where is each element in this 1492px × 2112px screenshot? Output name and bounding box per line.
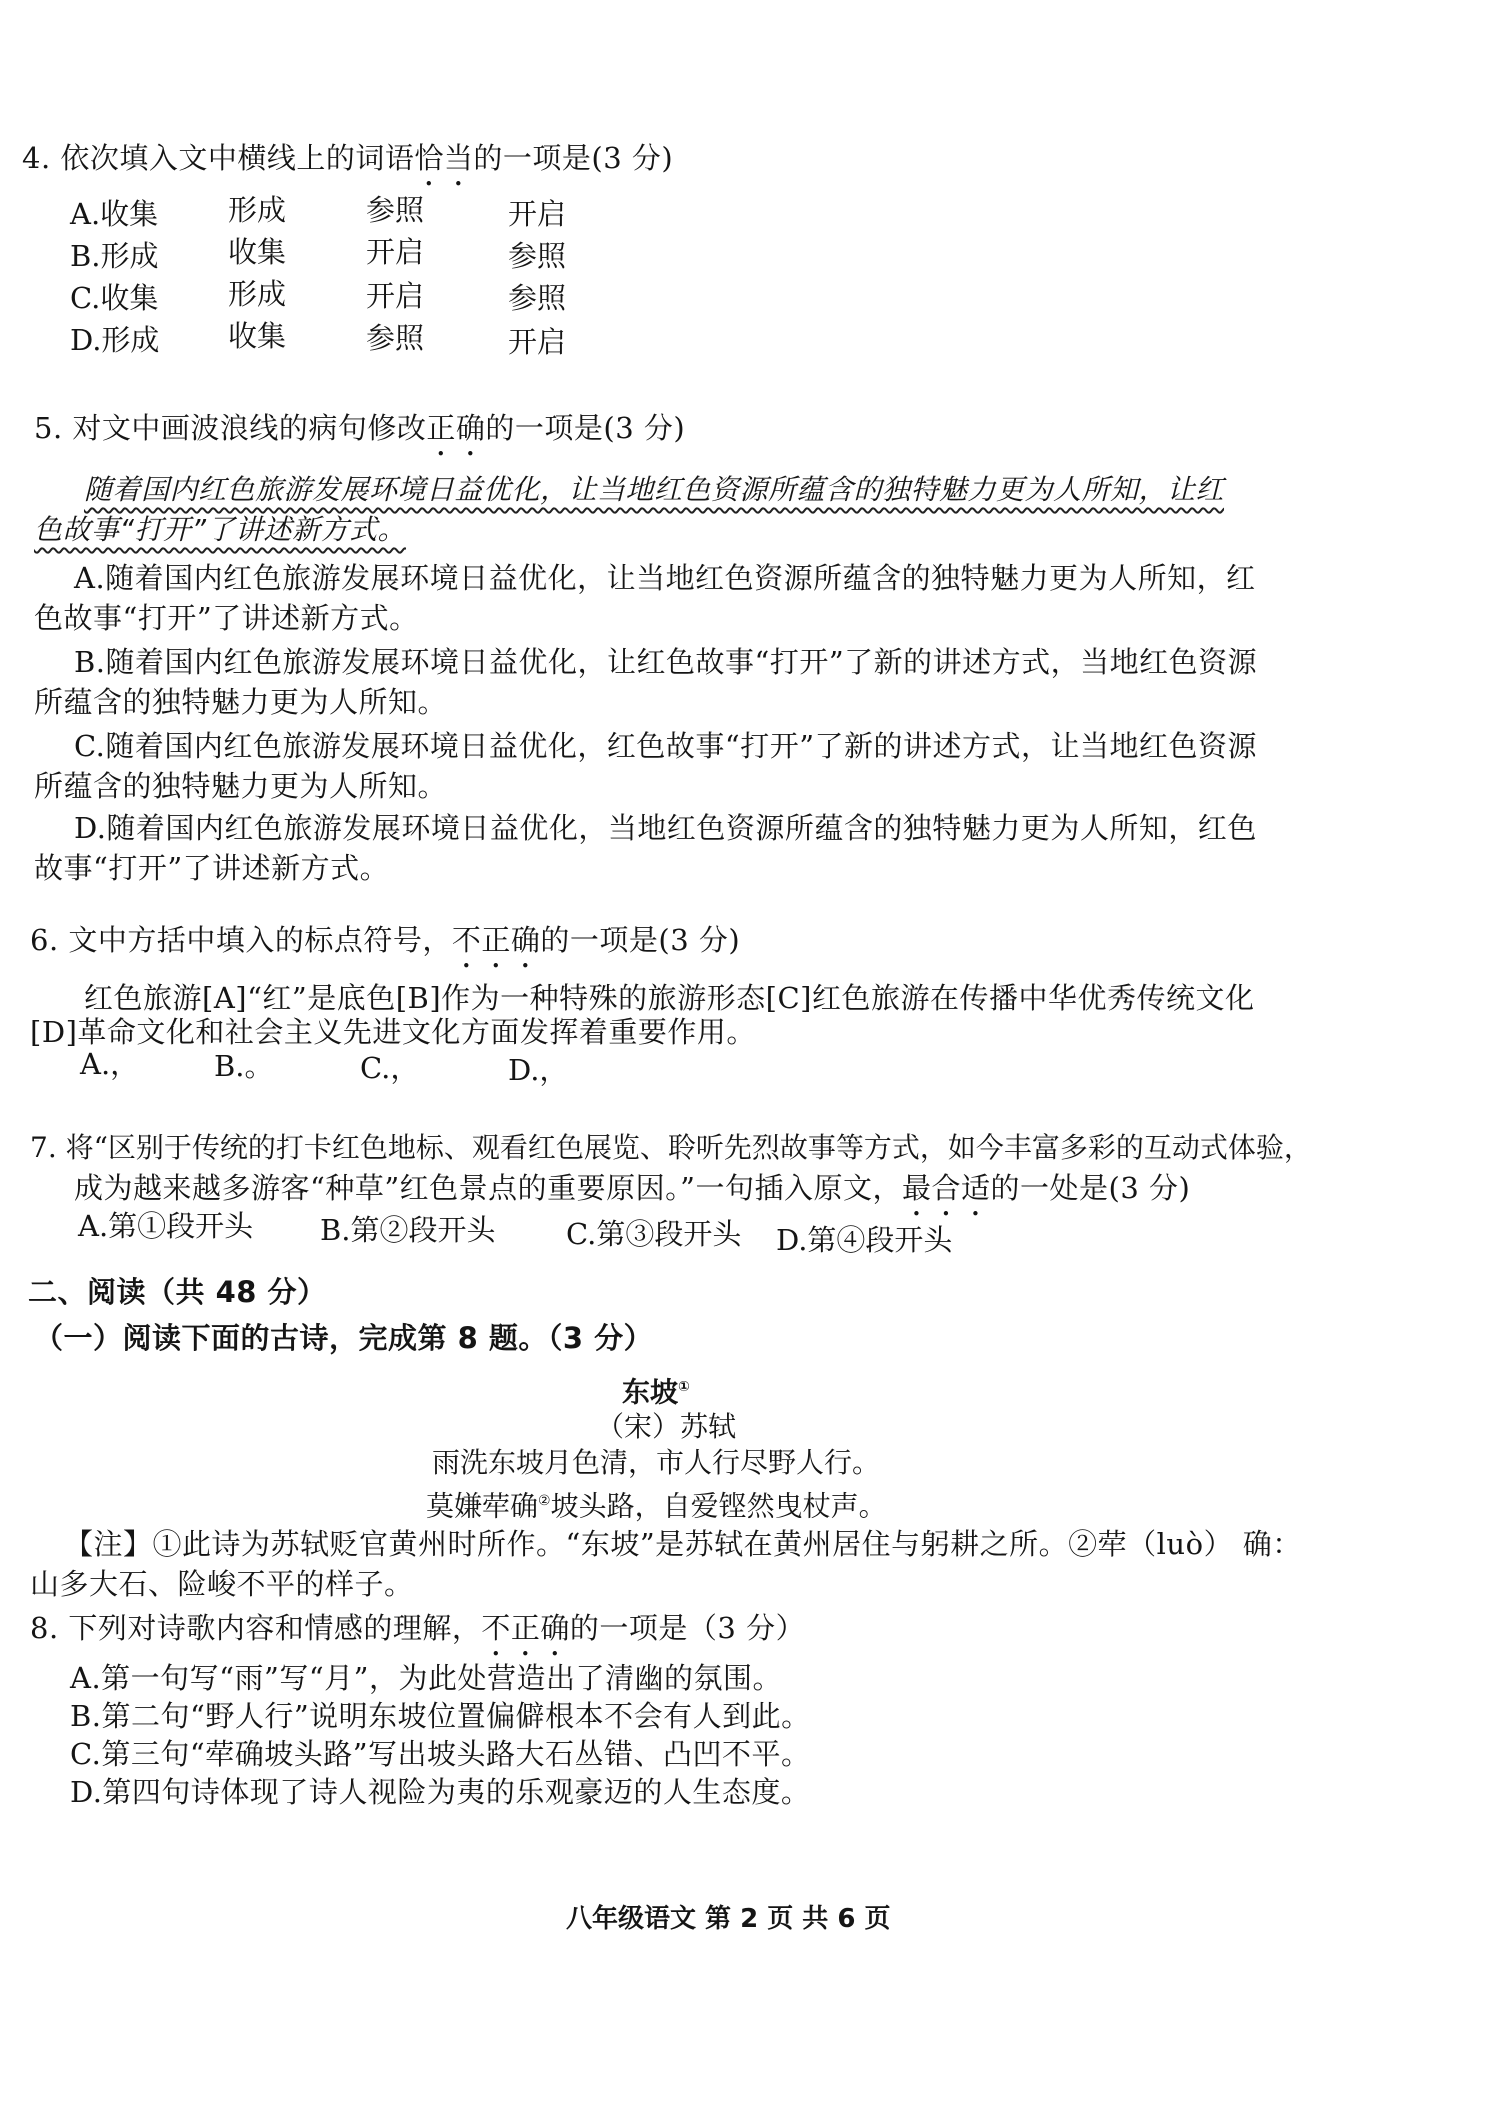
q4-option-b-word2: 开启 <box>366 235 425 269</box>
q5-stem: 5. 对文中画波浪线的病句修改正确的一项是(3 分) <box>34 411 686 445</box>
q5-wavy-sentence-line1: 随着国内红色旅游发展环境日益优化，让当地红色资源所蕴含的独特魅力更为人所知，让红 <box>84 473 1225 506</box>
q4-option-c-word2: 开启 <box>366 279 425 313</box>
page-footer: 八年级语文 第 2 页 共 6 页 <box>566 1904 891 1934</box>
q8-option-d: D.第四句诗体现了诗人视险为夷的乐观豪迈的人生态度。 <box>70 1775 811 1809</box>
poem-line1: 雨洗东坡月色清，市人行尽野人行。 <box>432 1446 881 1479</box>
q7-option-d: D.第④段开头 <box>776 1223 953 1257</box>
section2-title: 二、阅读（共 48 分） <box>28 1275 327 1309</box>
q4-option-b-word1: 收集 <box>228 235 287 269</box>
poem-note-line2: 山多大石、险峻不平的样子。 <box>30 1567 414 1601</box>
q7-option-a: A.第①段开头 <box>78 1209 254 1243</box>
q5-option-a-line2: 色故事“打开”了讲述新方式。 <box>34 601 419 635</box>
poem-author: （宋）苏轼 <box>596 1410 737 1443</box>
q4-option-a-label: A.收集 <box>70 197 159 231</box>
q7-option-c: C.第③段开头 <box>566 1217 742 1251</box>
q4-option-c-word3: 参照 <box>508 281 567 315</box>
q5-wavy-sentence-line2: 色故事“打开”了讲述新方式。 <box>34 513 407 546</box>
q4-option-a-word1: 形成 <box>228 193 287 227</box>
q7-stem-line2: 成为越来越多游客“种草”红色景点的重要原因。”一句插入原文，最合适的一处是(3 分) <box>74 1171 1191 1205</box>
q4-stem: 4. 依次填入文中横线上的词语恰当的一项是(3 分) <box>22 141 674 175</box>
q6-option-a: A.， <box>80 1047 140 1081</box>
q5-option-b-line1: B.随着国内红色旅游发展环境日益优化，让红色故事“打开”了新的讲述方式，当地红色资源 <box>74 645 1258 679</box>
section2-subsection1: （一）阅读下面的古诗，完成第 8 题。（3 分） <box>34 1321 654 1355</box>
q6-option-c: C.， <box>360 1051 420 1085</box>
q4-option-c-word1: 形成 <box>228 277 287 311</box>
q5-option-b-line2: 所蕴含的独特魅力更为人所知。 <box>34 685 448 719</box>
q4-option-d-label: D.形成 <box>70 323 160 357</box>
q5-option-d-line1: D.随着国内红色旅游发展环境日益优化，当地红色资源所蕴含的独特魅力更为人所知，红色 <box>74 811 1257 845</box>
q5-option-d-line2: 故事“打开”了讲述新方式。 <box>34 851 390 885</box>
q4-option-b-label: B.形成 <box>70 239 159 273</box>
q5-option-c-line2: 所蕴含的独特魅力更为人所知。 <box>34 769 448 803</box>
q4-option-b-word3: 参照 <box>508 239 567 273</box>
q4-option-d-word2: 参照 <box>366 321 425 355</box>
q4-option-d-word1: 收集 <box>228 319 287 353</box>
q7-stem-line1: 7. 将“区别于传统的打卡红色地标、观看红色展览、聆听先烈故事等方式，如今丰富多彩的互动式体验， <box>30 1131 1312 1164</box>
poem-title-note: ① <box>678 1379 690 1395</box>
q4-option-c-label: C.收集 <box>70 281 159 315</box>
q5-option-c-line1: C.随着国内红色旅游发展环境日益优化，红色故事“打开”了新的讲述方式，让当地红色资源 <box>74 729 1258 763</box>
q8-option-b: B.第二句“野人行”说明东坡位置偏僻根本不会有人到此。 <box>70 1699 811 1733</box>
q8-stem: 8. 下列对诗歌内容和情感的理解，不正确的一项是（3 分） <box>30 1611 806 1645</box>
q5-option-a-line1: A.随着国内红色旅游发展环境日益优化，让当地红色资源所蕴含的独特魅力更为人所知，红 <box>74 561 1256 595</box>
poem-note-line1: 【注】①此诗为苏轼贬官黄州时所作。“东坡”是苏轼在黄州居住与躬耕之所。②荦（luò） 确： <box>64 1527 1302 1561</box>
poem-title: 东坡① <box>622 1375 690 1409</box>
q8-option-c: C.第三句“荦确坡头路”写出坡头路大石丛错、凸凹不平。 <box>70 1737 811 1771</box>
q6-text-line2: [D]革命文化和社会主义先进文化方面发挥着重要作用。 <box>30 1015 756 1049</box>
q6-stem: 6. 文中方括中填入的标点符号，不正确的一项是(3 分) <box>30 923 741 957</box>
q6-option-b: B.。 <box>214 1049 274 1083</box>
q6-option-d: D.， <box>508 1053 569 1087</box>
q4-option-a-word2: 参照 <box>366 193 425 227</box>
q7-option-b: B.第②段开头 <box>320 1213 496 1247</box>
q6-text-line1: 红色旅游[A]“红”是底色[B]作为一种特殊的旅游形态[C]红色旅游在传播中华优秀传统文化 <box>84 981 1255 1015</box>
poem-line2: 莫嫌荦确②坡头路，自爱铿然曳杖声。 <box>426 1489 887 1523</box>
q4-option-d-word3: 开启 <box>508 325 567 359</box>
q4-option-a-word3: 开启 <box>508 197 567 231</box>
q8-option-a: A.第一句写“雨”写“月”，为此处营造出了清幽的氛围。 <box>70 1661 782 1695</box>
